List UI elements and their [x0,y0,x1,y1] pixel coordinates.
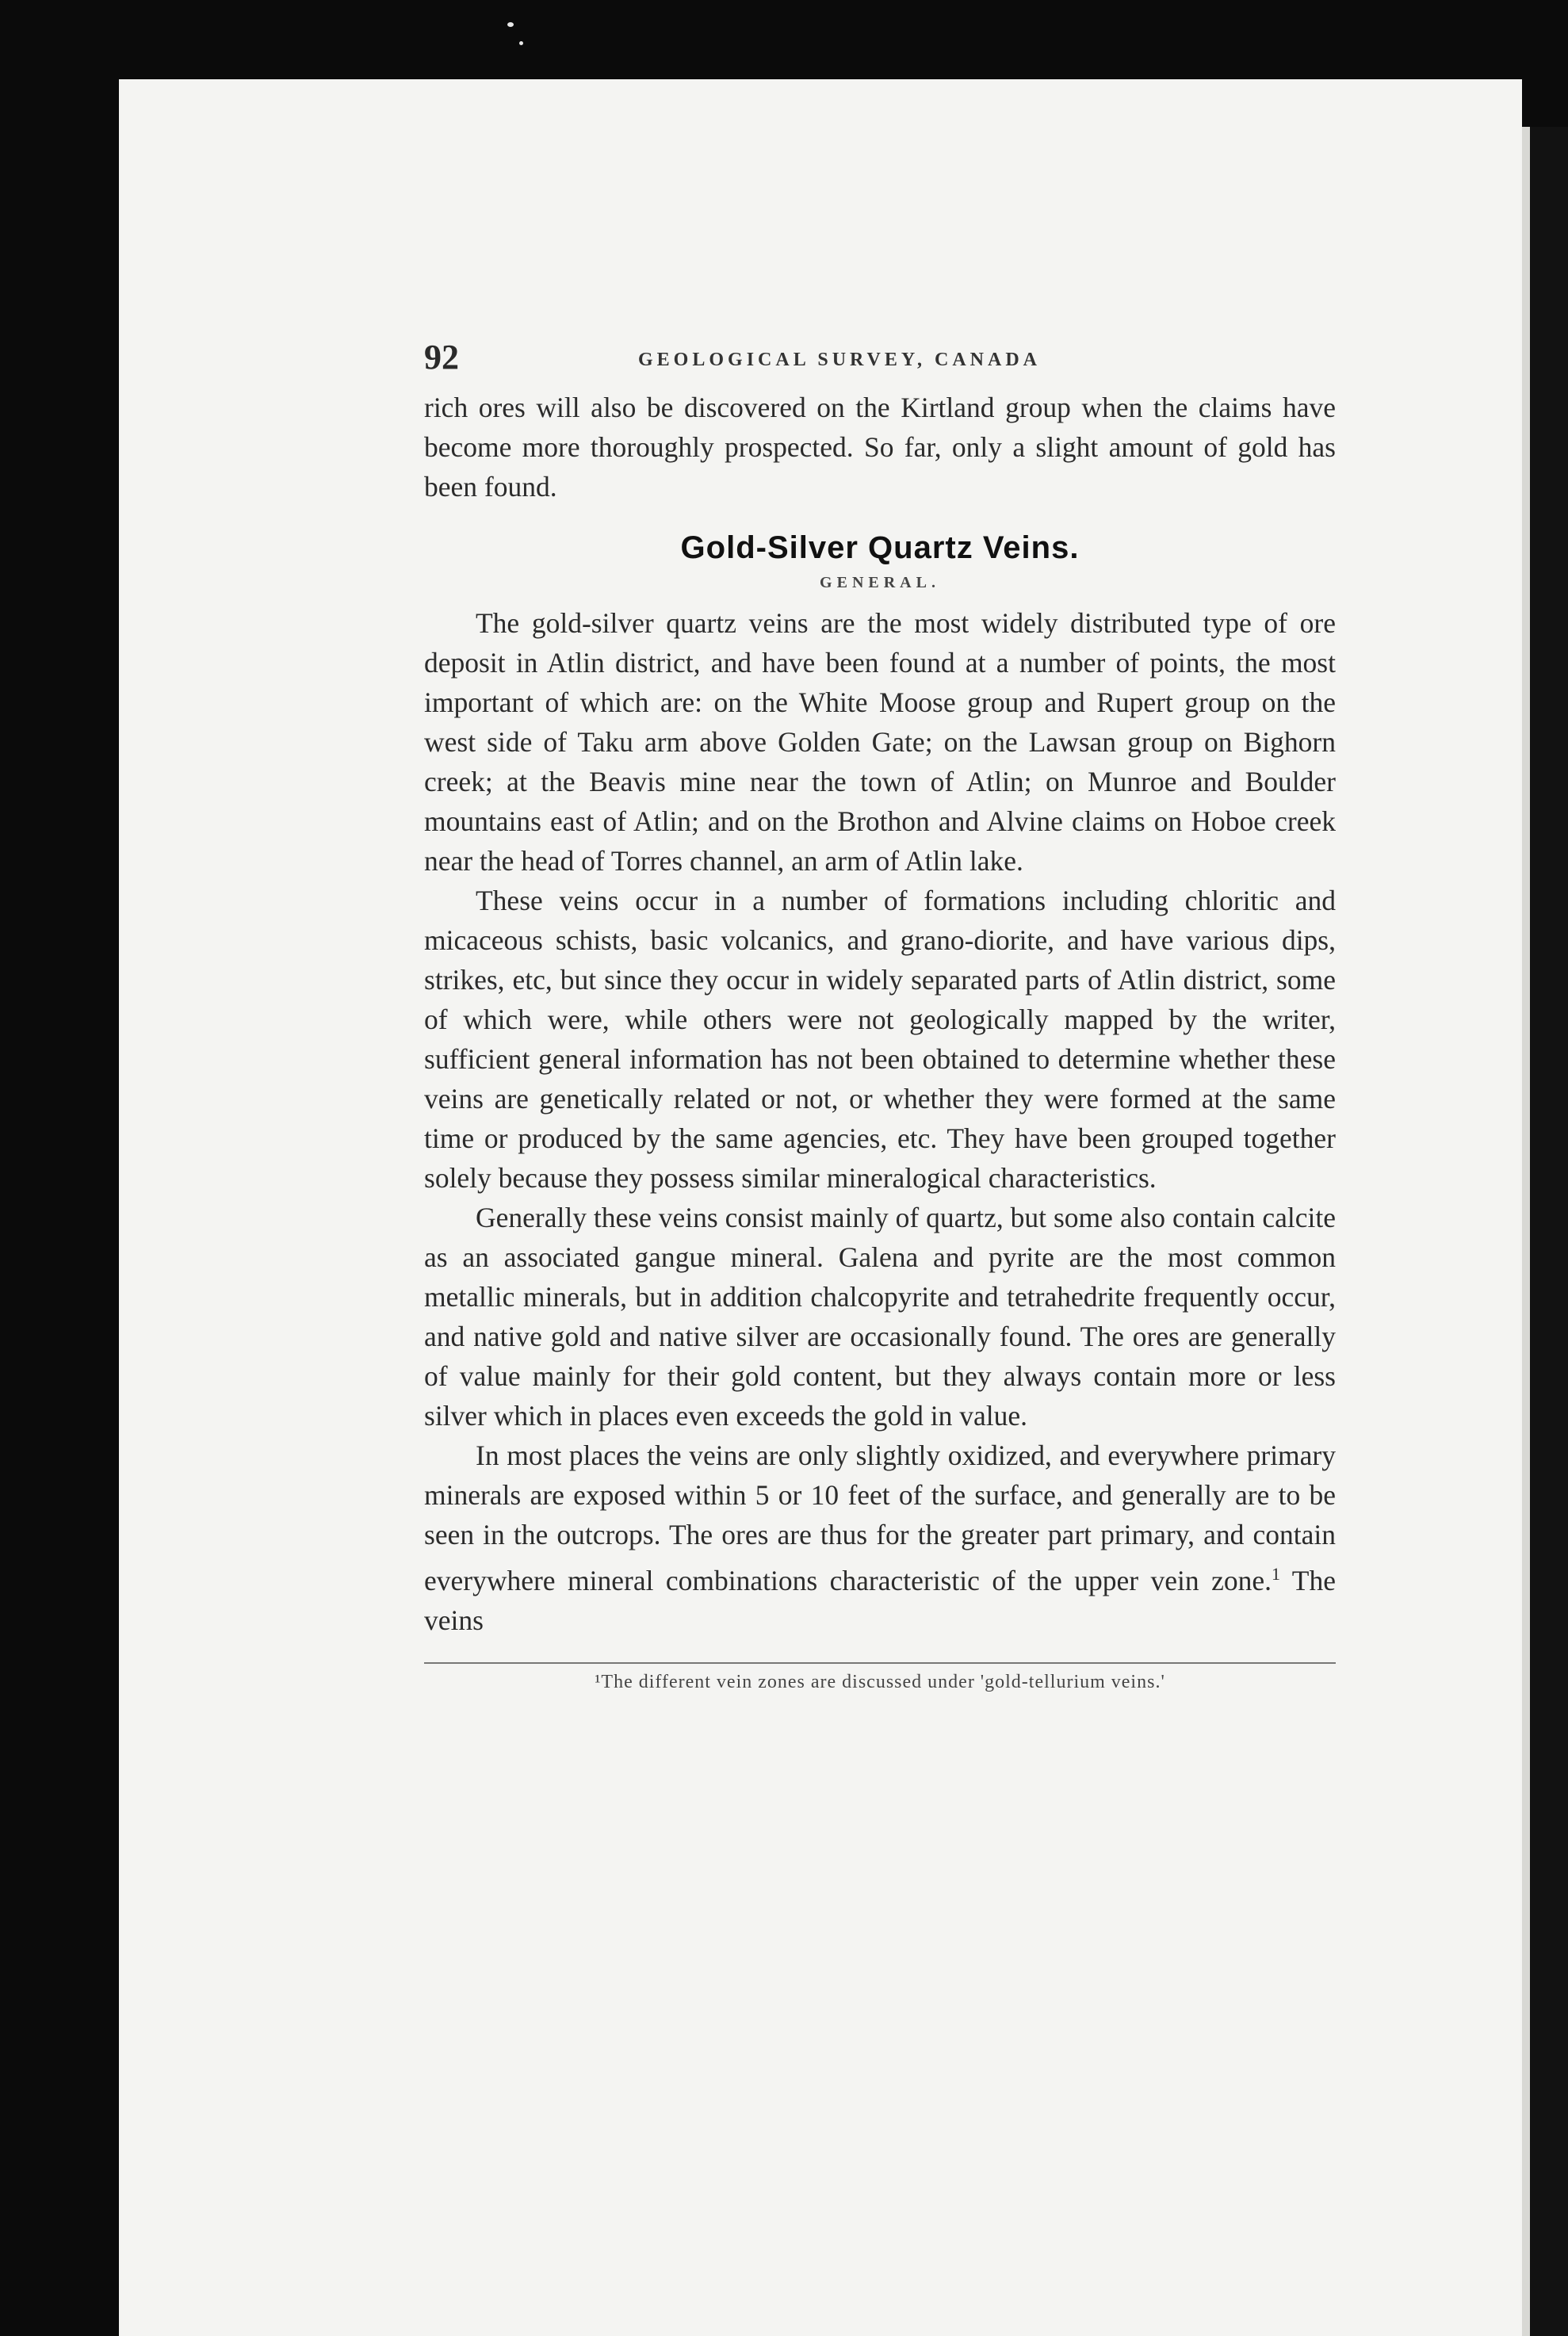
facing-page-sheet [1522,127,1530,2336]
paragraph-4-text: In most places the veins are only slightly oxidized, and everywhere primary minerals are exposed within 5 or 10 feet of the surface, and generally are to be seen in the outcrops. The ores are thus for the greater part primary, and contain everywhere mineral combinations characteristic of the upper vein zone. [424,1439,1336,1596]
paragraph-2: These veins occur in a number of formations including chloritic and micaceous schists, basic volcanics, and grano-diorite, and have various dips, strikes, etc, but since they occur in widely separated parts of Atlin district, some of which were, while others were not geologically mapped by the writer, sufficient general information has not been obtained to determine whether these veins are genetically related or not, or whether they were formed at the same time or produced by the same agencies, etc. They have been grouped together solely because they possess similar mineralogical characteristics. [424,885,1336,1194]
footnote: ¹The different vein zones are discussed under 'gold-tellurium veins.' [595,1671,1165,1692]
page-number: 92 [424,338,459,377]
paragraph-1: The gold-silver quartz veins are the most widely distributed type of ore deposit in Atlin district, and have been found at a number of points, the most important of which are: on the White Moose group and Rupert group on the west side of Taku arm above Golden Gate; on the Lawsan group on Bighorn creek; at the Beavis mine near the town of Atlin; on Munroe and Boulder mountains east of Atlin; and on the Brothon and Alvine claims on Hoboe creek near the head of Torres channel, an arm of Atlin lake. [424,607,1336,877]
footnote-marker: 1 [1271,1564,1280,1584]
paragraph-4 [424,1436,1336,1640]
paragraph-3: Generally these veins consist mainly of quartz, but some also contain calcite as an associated gangue mineral. Galena and pyrite are the most common metallic minerals, but in addition chalcopyrite and tetrahedrite frequently occur, and native gold and native silver are occasionally found. The ores are generally of value mainly for their gold content, but they always contain more or less silver which in places even exceeds the gold in value. [424,1202,1336,1432]
page-header [424,337,1336,377]
intro-paragraph: rich ores will also be discovered on the Kirtland group when the claims have become more thoroughly prospected. So far, only a slight amount of gold has been found. [424,392,1336,503]
scan-speck [507,22,514,27]
footnote-rule [424,1662,1336,1664]
subsection-title: GENERAL. [820,574,940,591]
page-content [424,337,1336,1693]
scan-speck [519,41,523,45]
section-title: Gold-Silver Quartz Veins. [680,530,1080,565]
running-head: GEOLOGICAL SURVEY, CANADA [638,350,1042,370]
paragraph-4-tail: The veins [424,1564,1336,1636]
